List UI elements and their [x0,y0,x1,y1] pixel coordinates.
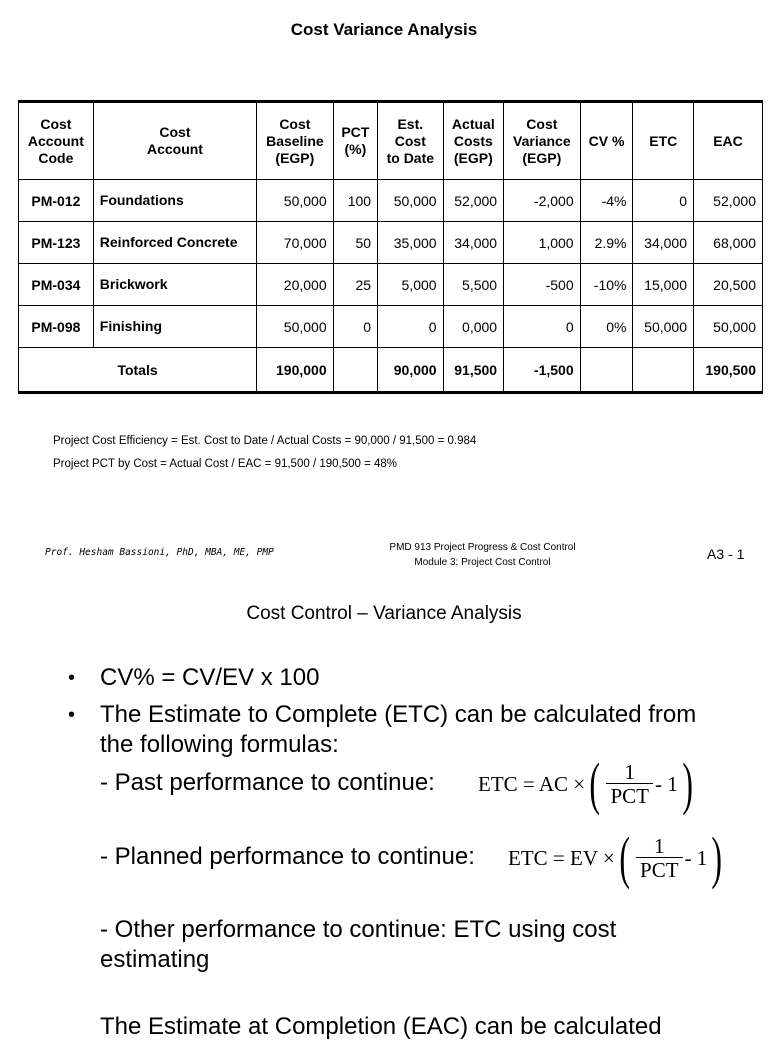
column-header: PCT (%) [333,102,377,180]
totals-variance: -1,500 [504,348,581,393]
cell-account-code: PM-034 [19,264,94,306]
cell-etc: 0 [633,180,694,222]
cell-actual-cost: 0,000 [443,306,504,348]
cell-etc: 15,000 [633,264,694,306]
cell-account-name: Finishing [93,306,256,348]
totals-baseline: 190,000 [257,348,334,393]
footer-module-title: Module 3: Project Cost Control [414,557,551,568]
cell-account-name: Foundations [93,180,256,222]
cell-cost-variance: -2,000 [504,180,581,222]
cell-actual-cost: 34,000 [443,222,504,264]
cell-est-cost: 35,000 [378,222,444,264]
footer-course-title: PMD 913 Project Progress & Cost Control [389,542,576,553]
cost-variance-table [18,100,763,394]
cell-pct: 50 [333,222,377,264]
totals-etc [633,348,694,393]
column-header: CV % [580,102,633,180]
totals-eac: 190,500 [693,348,762,393]
table-row [19,222,763,264]
cell-account-code: PM-012 [19,180,94,222]
table-row [19,306,763,348]
pct-by-cost-note: Project PCT by Cost = Actual Cost / EAC = 91,500 / 190,500 = 48% [53,458,398,470]
column-header: Cost Baseline (EGP) [257,102,334,180]
cell-account-name: Brickwork [93,264,256,306]
bullet-etc-line1: The Estimate to Complete (ETC) can be calculated from [100,701,697,728]
fraction [606,761,653,808]
cell-pct: 0 [333,306,377,348]
totals-pct [333,348,377,393]
formula-lhs: ETC = AC × [478,771,586,796]
cell-cost-variance: 1,000 [504,222,581,264]
cell-eac: 50,000 [693,306,762,348]
cell-cv-percent: -4% [580,180,633,222]
right-paren: ) [682,751,693,816]
sub-planned-performance: - Planned performance to continue: [100,843,475,870]
column-header: Cost Account [93,102,256,180]
cell-eac: 20,500 [693,264,762,306]
left-paren: ( [619,825,630,890]
table-row [19,264,763,306]
formula-planned-performance [508,825,727,890]
right-paren: ) [711,825,723,890]
cell-actual-cost: 5,500 [443,264,504,306]
footer-author: Prof. Hesham Bassioni, PhD, MBA, ME, PMP [45,547,274,558]
cell-actual-cost: 52,000 [443,180,504,222]
formula-lhs: ETC = EV × [508,845,615,870]
bullet-cv-percent: CV% = CV/EV x 100 [100,664,320,691]
bullet-marker: • [68,667,76,689]
slide-title: Cost Control – Variance Analysis [246,603,522,624]
fraction [636,835,683,882]
table-header-row [19,102,763,180]
cell-est-cost: 50,000 [378,180,444,222]
sub-other-line2: estimating [100,946,210,973]
sub-past-performance: - Past performance to continue: [100,769,435,796]
totals-actual: 91,500 [443,348,504,393]
cell-etc: 50,000 [633,306,694,348]
cell-est-cost: 0 [378,306,444,348]
totals-cv-pct [580,348,633,393]
fraction-numerator: 1 [654,833,665,858]
cell-baseline: 50,000 [257,180,334,222]
cell-account-code: PM-123 [19,222,94,264]
fraction-denominator: PCT [636,857,683,882]
cell-baseline: 20,000 [257,264,334,306]
column-header: ETC [633,102,694,180]
fraction-numerator: 1 [624,759,635,784]
sub-other-line1: - Other performance to continue: ETC using cost [100,916,617,943]
cell-baseline: 50,000 [257,306,334,348]
table-row [19,180,763,222]
footer-course [320,540,645,570]
cost-efficiency-note: Project Cost Efficiency = Est. Cost to Date / Actual Costs = 90,000 / 91,500 = 0.984 [53,435,477,447]
calculation-notes [53,430,476,476]
bullet-marker: • [68,704,76,726]
cell-eac: 68,000 [693,222,762,264]
cell-cv-percent: 0% [580,306,633,348]
cell-cv-percent: 2.9% [580,222,633,264]
bullet-etc [100,700,696,760]
column-header: EAC [693,102,762,180]
bullet-etc-line2: the following formulas: [100,731,339,758]
truncated-bullet-text: The Estimate at Completion (EAC) can be calculated [100,1013,662,1040]
cell-cost-variance: -500 [504,264,581,306]
cell-etc: 34,000 [633,222,694,264]
cell-baseline: 70,000 [257,222,334,264]
column-header: Actual Costs (EGP) [443,102,504,180]
column-header: Cost Variance (EGP) [504,102,581,180]
sub-other-performance [100,915,616,975]
totals-est-cost: 90,000 [378,348,444,393]
formula-tail: - 1 [684,845,708,870]
cell-est-cost: 5,000 [378,264,444,306]
totals-row [19,348,763,393]
left-paren: ( [589,751,601,816]
cell-pct: 100 [333,180,377,222]
totals-label: Totals [19,348,257,393]
cell-pct: 25 [333,264,377,306]
fraction-denominator: PCT [606,783,653,808]
cell-account-code: PM-098 [19,306,94,348]
column-header: Cost Account Code [19,102,94,180]
page-title: Cost Variance Analysis [290,20,478,39]
cell-eac: 52,000 [693,180,762,222]
formula-past-performance [478,751,697,816]
cell-account-name: Reinforced Concrete [93,222,256,264]
cell-cv-percent: -10% [580,264,633,306]
column-header: Est. Cost to Date [378,102,444,180]
page-number: A3 - 1 [707,546,745,562]
formula-tail: - 1 [654,771,678,796]
cell-cost-variance: 0 [504,306,581,348]
